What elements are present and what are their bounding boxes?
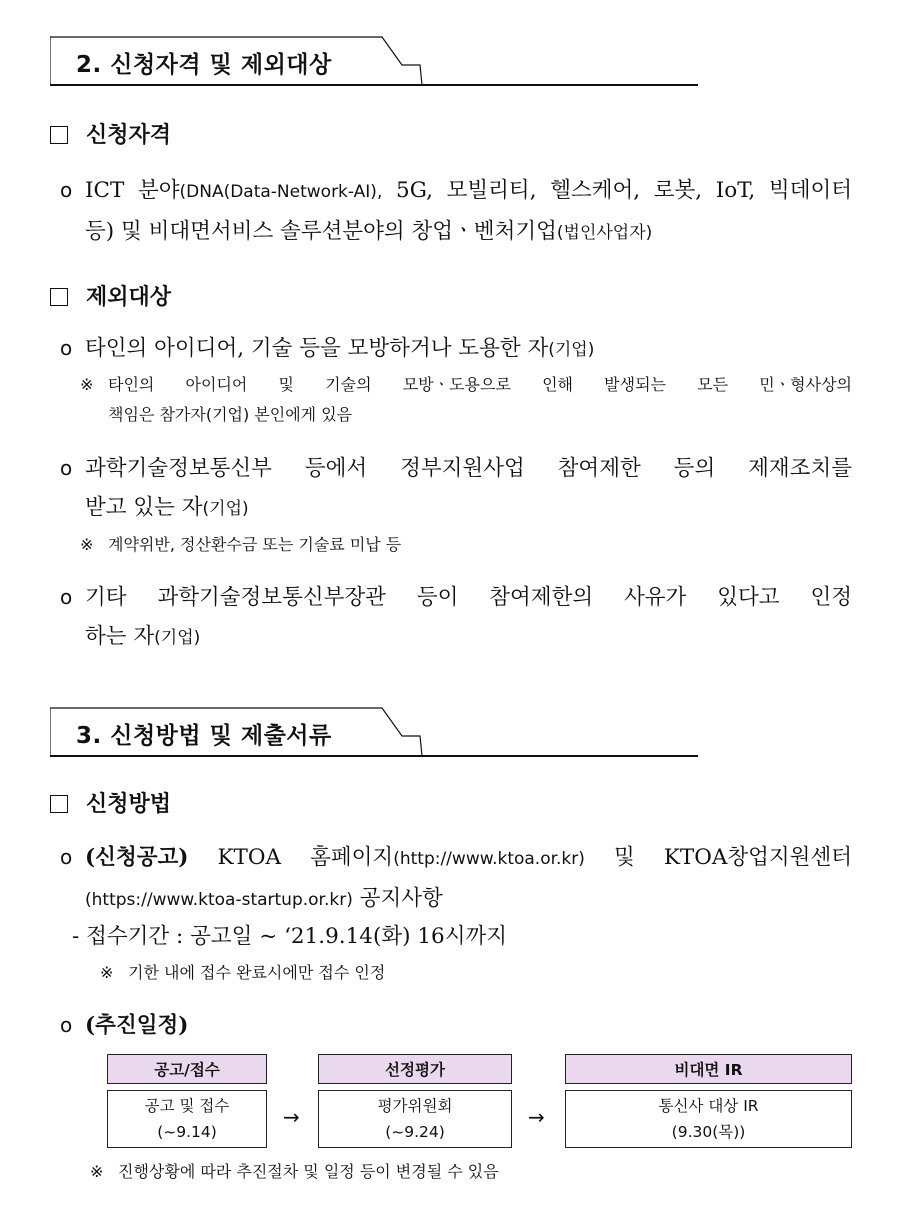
checkbox-square-icon: [50, 288, 68, 306]
eligibility-line-2: 등) 및 비대면서비스 솔루션분야의 창업ㆍ벤처기업(법인사업자): [85, 219, 653, 244]
eligibility-heading: 신청자격: [50, 118, 171, 149]
checkbox-square-icon: [50, 126, 68, 144]
exclusion-item-1: o 타인의 아이디어, 기술 등을 모방하거나 도용한 자(기업): [60, 329, 852, 370]
method-item-2: o (추진일정): [60, 1006, 852, 1045]
section-2-header: [50, 35, 698, 87]
arrow-right-icon: →: [283, 1105, 300, 1129]
exclusion-note-1: ※ 타인의 아이디어 및 기술의 모방ㆍ도용으로 인해 발생되는 모든 민ㆍ형사상의 책임은 참가자(기업) 본인에게 있음: [80, 370, 852, 430]
section-2-title: 2. 신청자격 및 제외대상: [76, 52, 332, 78]
bullet-marker: o: [60, 1013, 73, 1037]
reference-mark-icon: ※: [80, 535, 94, 554]
exclusion-item-3: o 기타 과학기술정보통신부장관 등이 참여제한의 사유가 있다고 인정 하는 자(기업): [60, 578, 852, 658]
schedule-footnote: ※ 진행상황에 따라 추진절차 및 일정 등이 변경될 수 있음: [90, 1157, 790, 1187]
bullet-marker: o: [60, 336, 73, 360]
method-item-1: o (신청공고) KTOA 홈페이지(http://www.ktoa.or.kr) 및 KTOA창업지원센터 (https://www.ktoa-startup.or.kr) 공지사항: [60, 838, 852, 920]
method-note: ※ 기한 내에 접수 완료시에만 접수 인정: [100, 958, 800, 988]
arrow-right-icon: →: [528, 1105, 545, 1129]
exclusion-item-2: o 과학기술정보통신부 등에서 정부지원사업 참여제한 등의 제재조치를 받고 있는 자(기업): [60, 449, 852, 529]
reference-mark-icon: ※: [80, 375, 94, 394]
reference-mark-icon: ※: [90, 1162, 104, 1181]
bullet-marker: o: [60, 456, 73, 480]
application-period: - 접수기간 : 공고일 ~ ‘21.9.14(화) 16시까지: [72, 924, 508, 949]
flow-step-3-header: 비대면 IR: [565, 1054, 852, 1084]
section-3-title: 3. 신청방법 및 제출서류: [76, 723, 332, 749]
bullet-marker: o: [60, 845, 73, 869]
method-heading: 신청방법: [50, 787, 171, 818]
eligibility-item: [60, 171, 852, 253]
flow-step-2-header: 선정평가: [318, 1054, 512, 1084]
checkbox-square-icon: [50, 795, 68, 813]
bullet-marker: o: [60, 178, 73, 202]
exclusion-heading: 제외대상: [50, 280, 171, 311]
exclusion-note-2: ※ 계약위반, 정산환수금 또는 기술료 미납 등: [80, 530, 852, 560]
flow-step-3-body: 통신사 대상 IR (9.30(목)): [565, 1090, 852, 1148]
flow-step-2-body: 평가위원회 (~9.24): [318, 1090, 512, 1148]
bullet-marker: o: [60, 585, 73, 609]
flow-step-1-header: 공고/접수: [107, 1054, 267, 1084]
section-3-header: [50, 706, 698, 758]
flow-step-1-body: 공고 및 접수 (~9.14): [107, 1090, 267, 1148]
eligibility-line-1: ICT 분야(DNA(Data-Network-AI), 5G, 모빌리티, 헬스케어, 로봇, IoT, 빅데이터: [85, 178, 853, 203]
reference-mark-icon: ※: [100, 963, 114, 982]
